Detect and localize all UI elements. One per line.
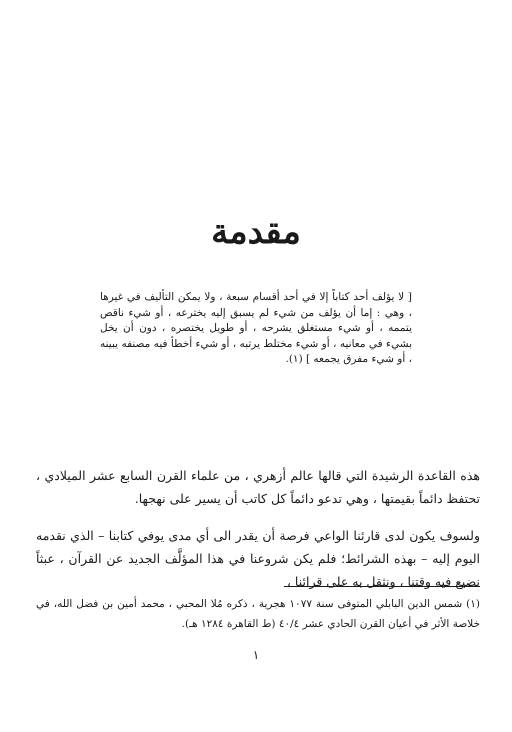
page-number: ١ xyxy=(252,648,260,662)
opening-quotation xyxy=(100,290,412,368)
paragraph-2: ولسوف يكون لدى قارئنا الواعي فرصة أن يقدر الى أي مدى يوفي كتابنا – الذي نقدمه اليوم إليه – بهذه الشرائط؛ فلم يكن شروعنا في هذا المؤلَّف الجديد عن القرآن ، عبثاً نضيع فيه وقتنا ، ونثقل به على قرائنا ، xyxy=(36,528,480,589)
footnote-separator xyxy=(284,586,480,587)
footnote xyxy=(36,594,480,634)
chapter-heading: مقدمة xyxy=(211,212,301,252)
footnote-text: (١) شمس الدين البابلي المتوفى سنة ١٠٧٧ هجرية ، ذكره مُلا المحبي ، محمد أمين بن فضل الله، في خلاصة الأثر في أعيان القرن الحادي عشر ٤٠/٤ (ط القاهرة ١٢٨٤ هـ). xyxy=(36,598,480,630)
paragraph-1: هذه القاعدة الرشيدة التي قالها عالم أزهري ، من علماء القرن السابع عشر الميلادي ، تحتفظ دائماً بقيمتها ، وهي تدعو دائماً كل كاتب أن يسير على نهجها. xyxy=(36,468,480,506)
quotation-text: [ لا يؤلف أحد كتاباً إلا في أحد أقسام سبعة ، ولا يمكن التأليف في غيرها ، وهي : إما أن يؤلف من شيء لم يسبق إليه يخترعه ، أو شيء ناقص يتممه ، أو شيء مستغلق يشرحه ، أو طويل يختصره ، دون أن يخل بشيء في معانيه ، أو شيء مختلط يرتبه ، أو شيء أخطأ فيه مصنفه يبينه ، أو شيء مفرق يجمعه ] (١). xyxy=(100,291,412,365)
